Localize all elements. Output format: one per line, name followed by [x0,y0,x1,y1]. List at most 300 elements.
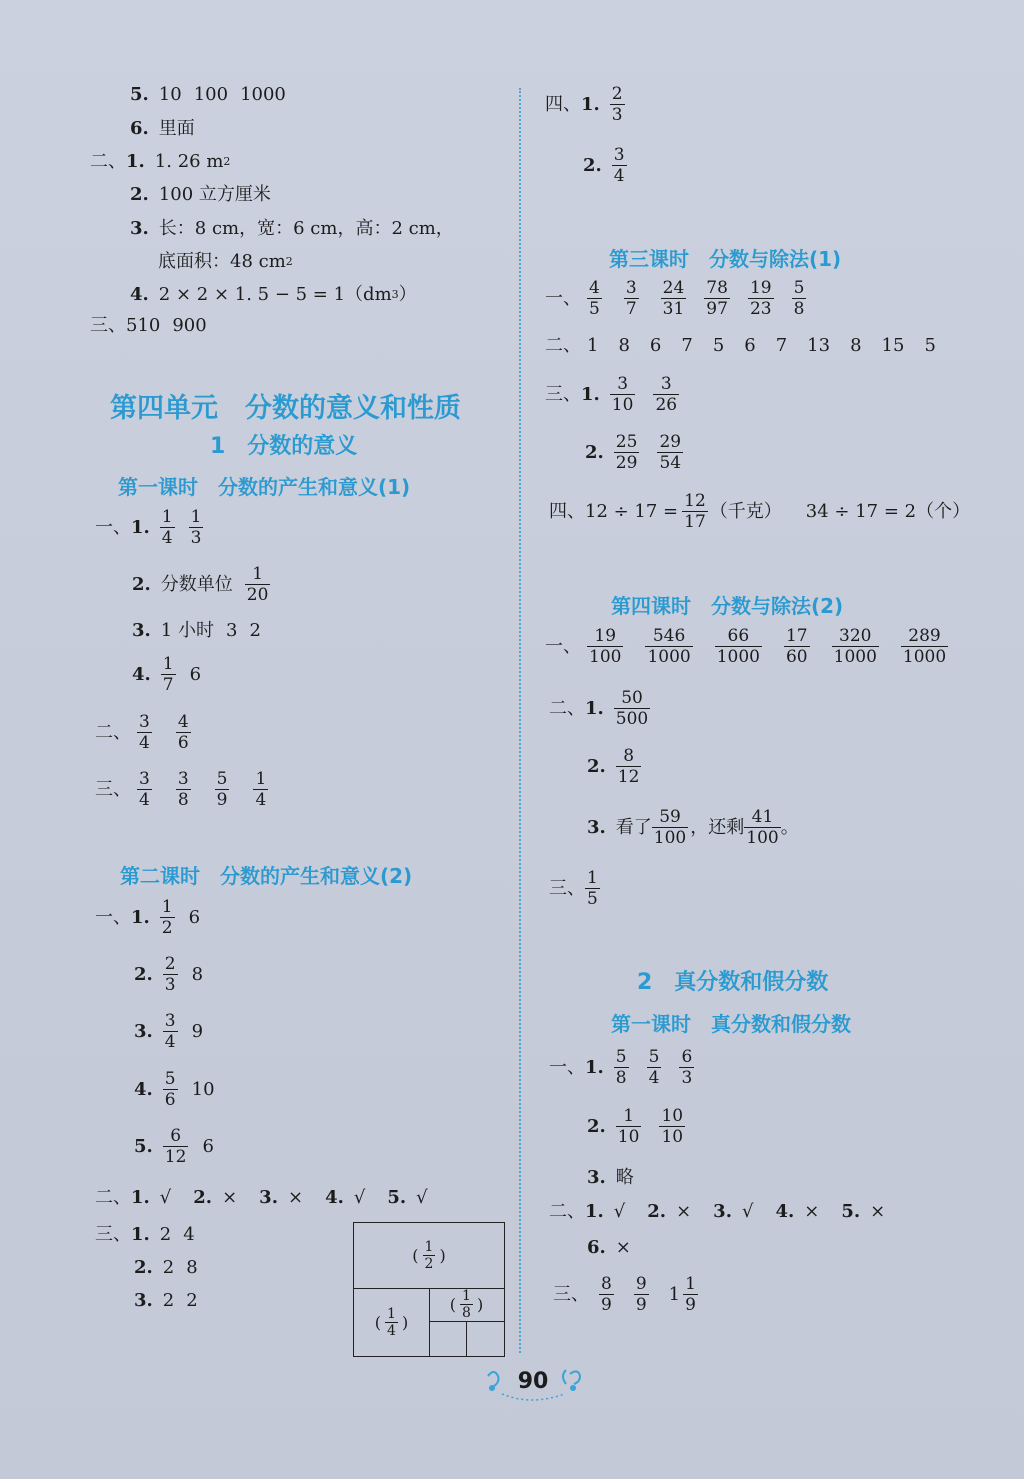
item-number: 2. [134,1257,153,1278]
denominator: 4 [387,1322,396,1339]
answer-value: 2 × 2 × 1. 5 − 5 = 1（dm [158,284,392,305]
item-number: 2. [585,441,604,463]
fraction [748,278,774,319]
answer-line [134,954,203,995]
fraction [423,1239,436,1272]
numerator: 1 [162,654,174,674]
denominator: 20 [246,585,269,605]
fraction [616,746,642,787]
item-number: 4. [325,1187,344,1208]
denominator: 4 [161,528,173,548]
denominator: 17 [684,512,706,532]
fraction [901,626,948,667]
answer-line [545,626,962,667]
judgement-mark: √ [741,1201,754,1222]
answer-value: 底面积：48 cm [158,251,286,272]
fraction [176,769,191,810]
exponent: 3 [391,288,399,301]
numerator: 19 [749,278,772,298]
fraction [599,1274,614,1315]
answer-value: 6 [188,906,201,928]
answer-value: 略 [615,1167,634,1188]
section-marker: 一、 [545,635,581,657]
unit-title: 第四单元 分数的意义和性质 [110,393,461,424]
fraction [163,1126,189,1167]
mixed-number [669,1274,698,1315]
judgement-mark: × [804,1201,820,1222]
bracket: ) [439,1246,446,1265]
answer-value: 长：8 cm，宽：6 cm，高：2 cm， [158,218,454,239]
answer-value: 4 [183,1224,195,1245]
denominator: 9 [601,1295,612,1315]
denominator: 5 [589,299,600,319]
bracket: ( [449,1295,457,1314]
answer-value: 5 [712,335,725,356]
numerator: 3 [139,769,150,789]
denominator: 29 [615,453,638,473]
denominator: 3 [190,528,202,548]
section-marker: 二、 [95,1187,131,1208]
answer-value: 6 [202,1135,214,1157]
answer-line [549,1047,708,1088]
answer-line [549,688,664,729]
section-marker: 三、 [553,1283,589,1305]
denominator: 9 [685,1295,696,1315]
section-marker: 二、 [95,721,131,743]
section-marker: 一、 [95,516,131,538]
section-marker: 二、 [549,697,585,719]
denominator: 2 [161,918,173,938]
numerator: 17 [785,626,808,646]
numerator: 3 [660,374,672,394]
answer-value: 10 [191,1078,215,1100]
answer-value: 8 [618,335,630,356]
whole-part: 1 [668,1283,681,1305]
answer-value: 分数单位 [160,573,233,595]
answer-line [553,1274,712,1315]
answer-line [545,335,948,357]
answer-value: 10 [158,84,182,105]
answer-value: 里面 [158,118,195,139]
item-number: 2. [134,963,153,985]
section-marker: 一、 [95,906,131,928]
denominator: 10 [661,1127,684,1147]
answer-value: 6 [189,663,202,685]
section-marker: 二、 [549,1201,585,1222]
answer-line [95,897,200,938]
fraction [614,1047,629,1088]
numerator: 3 [617,374,629,394]
numerator: 5 [164,1069,176,1089]
answer-value: 100 立方厘米 [158,184,271,205]
numerator: 50 [621,688,643,708]
denominator: 4 [139,790,150,810]
denominator: 10 [611,395,634,415]
fraction [624,278,639,319]
fraction [587,278,602,319]
fraction [610,84,625,125]
answer-value: 100 [193,84,229,105]
denominator: 4 [164,1032,176,1052]
numerator: 1 [685,1274,696,1294]
fraction [245,564,271,605]
answer-value: 13 [807,335,831,356]
fraction [657,432,683,473]
denominator: 1000 [647,647,691,667]
answer-line [132,654,201,695]
fraction [161,654,176,695]
answer-text: ，还剩 [690,816,745,838]
numerator: 320 [839,626,872,646]
fraction [704,278,730,319]
numerator: 24 [662,278,685,298]
answer-value: 8 [850,335,862,356]
fraction [659,1106,685,1147]
answer-line [545,278,820,319]
lesson-title: 第一课时 真分数和假分数 [611,1012,851,1036]
answer-line [583,145,641,186]
numerator: 1 [623,1106,635,1126]
item-number: 1. [126,151,145,172]
numerator: 25 [615,432,638,452]
answer-line [95,712,205,753]
fraction [163,1011,178,1052]
numerator: 1 [161,507,173,527]
item-number: 1. [581,93,600,115]
denominator: 12 [164,1147,187,1167]
section-marker: 二、 [90,151,126,172]
answer-line [545,374,693,415]
answer-line [95,769,282,810]
divider-line [466,1321,467,1356]
item-number: 6. [130,118,149,139]
answer-line [130,218,454,240]
denominator: 8 [462,1305,471,1321]
answer-line [134,1126,214,1167]
answer-value: 1 小时 [160,620,214,641]
answer-line [130,118,195,140]
answer-line [134,1257,210,1279]
answer-line [90,315,219,337]
section-marker: 一、 [545,287,581,309]
answer-value: 8 [191,963,204,985]
item-number: 3. [713,1201,732,1222]
answer-line [130,84,298,106]
answer-line [132,564,284,605]
fraction [176,712,191,753]
answer-text: 。 [780,816,799,838]
answer-value: 3 [225,620,238,641]
fraction [616,1106,642,1147]
numerator: 1 [424,1239,434,1255]
equation: 34 ÷ 17 = 2（个） [805,500,971,522]
item-number: 2. [647,1201,667,1222]
answer-line [545,84,639,125]
item-number: 2. [587,1115,606,1137]
judgement-mark: × [615,1237,631,1258]
denominator: 7 [162,675,174,695]
answer-line [130,184,271,206]
denominator: 3 [164,975,176,995]
fraction [647,1047,662,1088]
numerator: 10 [661,1106,684,1126]
bracket: ) [401,1312,409,1332]
numerator: 4 [177,712,189,732]
judgement-mark: √ [353,1187,366,1208]
judgement-mark: × [676,1201,692,1222]
section-marker: 三、 [90,315,126,336]
fraction [744,807,780,848]
denominator: 4 [139,733,150,753]
numerator: 3 [613,145,625,165]
denominator: 2 [424,1256,434,1272]
answer-value: 6 [649,335,662,356]
denominator: 100 [746,828,779,848]
answer-line [587,1106,699,1147]
item-number: 3. [130,218,149,239]
answer-text: 看了 [615,816,652,838]
answer-line [132,620,273,642]
denominator: 5 [587,889,598,909]
answer-value: 2 [249,620,261,641]
numerator: 66 [727,626,750,646]
item-number: 5. [387,1187,407,1208]
denominator: 97 [706,299,728,319]
answer-value: 510 [126,315,161,336]
answer-line [587,1237,631,1259]
denominator: 9 [635,1295,647,1315]
exponent: 2 [223,155,231,168]
diagram-half-region [354,1223,504,1289]
numerator: 8 [601,1274,612,1294]
numerator: 19 [594,626,617,646]
bracket: ) [476,1295,484,1314]
fraction [715,626,762,667]
denominator: 60 [785,647,808,667]
answer-value: 2 [159,1224,172,1245]
item-number: 5. [841,1201,861,1222]
denominator: 100 [653,828,687,848]
diagram-sixteenth-regions [429,1321,504,1356]
fraction [460,1288,473,1321]
diagram-eighth-region [429,1288,504,1322]
fraction [163,1069,178,1110]
bracket: ( [374,1312,382,1332]
answer-line [158,251,293,273]
lesson-title: 第一课时 分数的产生和意义(1) [118,475,411,499]
fraction [612,145,627,186]
fraction-area-diagram [353,1222,505,1357]
numerator: 6 [681,1047,693,1067]
fraction [784,626,810,667]
answer-value: 9 [191,1020,204,1042]
numerator: 2 [611,84,623,104]
answer-value: 2 [162,1290,175,1311]
denominator: 1000 [833,647,877,667]
numerator: 1 [190,507,202,527]
numerator: 9 [635,1274,647,1294]
numerator: 1 [387,1305,396,1322]
answer-line [134,1290,210,1312]
numerator: 1 [587,868,598,888]
numerator: 6 [170,1126,182,1146]
denominator: 3 [681,1068,693,1088]
section-marker: 四、 [545,93,581,115]
numerator: 2 [164,954,176,974]
fraction [679,1047,694,1088]
denominator: 3 [611,105,623,125]
answer-value: 1 [587,335,599,356]
item-number: 3. [259,1187,278,1208]
numerator: 12 [684,491,706,511]
answer-line [134,1011,203,1052]
judgement-mark: √ [159,1187,172,1208]
numerator: 41 [751,807,774,827]
answer-value: 2 [186,1290,198,1311]
section-title: 2 真分数和假分数 [637,970,829,995]
answer-value: 7 [775,335,788,356]
item-number: 2. [587,755,606,777]
fraction [645,626,692,667]
denominator: 1000 [716,647,760,667]
section-marker: 三、 [545,383,581,405]
answer-line [95,507,217,548]
denominator: 500 [615,709,649,729]
answer-line [95,1187,440,1209]
denominator: 4 [648,1068,660,1088]
numerator: 78 [706,278,728,298]
lesson-title: 第二课时 分数的产生和意义(2) [120,864,413,888]
section-marker: 三、 [95,1224,131,1245]
lesson-title: 第三课时 分数与除法(1) [609,247,842,271]
denominator: 4 [255,790,267,810]
item-number: 1. [131,906,150,928]
answer-value: 1. 26 m [154,151,224,172]
answer-line [134,1069,215,1110]
item-number: 1. [585,1056,604,1078]
fraction [832,626,879,667]
judgement-mark: × [222,1187,238,1208]
answer-value: 15 [881,335,905,356]
answer-line [587,746,655,787]
item-number: 2. [583,154,602,176]
numerator: 1 [462,1288,471,1304]
item-number: 2. [130,184,149,205]
item-number: 1. [585,1201,604,1222]
denominator: 6 [177,733,189,753]
judgement-mark: × [870,1201,886,1222]
denominator: 23 [749,299,772,319]
fraction [614,688,650,729]
numerator: 8 [623,746,635,766]
denominator: 54 [659,453,682,473]
numerator: 1 [161,897,173,917]
denominator: 26 [655,395,678,415]
item-number: 5. [130,84,149,105]
item-number: 1. [131,516,150,538]
answer-line [95,1224,207,1246]
answer-line [587,807,799,848]
column-divider [519,88,521,1353]
numerator: 3 [164,1011,176,1031]
fraction [137,769,152,810]
fraction [160,897,175,938]
numerator: 29 [659,432,682,452]
answer-line [587,1167,634,1189]
numerator: 1 [252,564,264,584]
answer-line [549,491,970,532]
fraction [682,491,708,532]
item-number: 1. [131,1187,150,1208]
numerator: 3 [625,278,637,298]
item-number: 1. [585,697,604,719]
bracket: ( [412,1246,419,1265]
fraction [585,868,600,909]
item-number: 3. [132,620,151,641]
numerator: 4 [589,278,600,298]
answer-line [130,284,417,306]
item-number: 3. [134,1290,153,1311]
fraction [614,432,640,473]
judgement-mark: √ [416,1187,428,1208]
item-number: 4. [132,663,151,685]
section-marker: 三、 [549,877,585,899]
denominator: 12 [617,767,640,787]
item-number: 1. [581,383,600,405]
section-marker: 四、 [549,500,585,522]
fraction [160,507,175,548]
answer-value: 5 [924,335,936,356]
fraction [215,769,230,810]
item-number: 3. [134,1020,153,1042]
diagram-quarter-region [354,1288,430,1356]
numerator: 5 [216,769,228,789]
answer-value: 7 [681,335,693,356]
denominator: 6 [164,1090,176,1110]
item-number: 4. [130,284,149,305]
answer-value: 900 [172,315,207,336]
page-number-ornament [478,1356,588,1406]
numerator: 5 [648,1047,660,1067]
page-number-badge [478,1356,588,1406]
numerator: 3 [139,712,150,732]
item-number: 4. [134,1078,153,1100]
fraction [683,1274,698,1315]
fraction [634,1274,649,1315]
denominator: 7 [625,299,637,319]
denominator: 4 [613,166,625,186]
numerator: 1 [255,769,267,789]
denominator: 8 [615,1068,627,1088]
section-marker: 三、 [95,778,131,800]
fraction [652,807,688,848]
denominator: 8 [177,790,189,810]
answer-line [549,868,614,909]
denominator: 9 [216,790,228,810]
answer-line [549,1201,897,1223]
item-number: 5. [134,1135,153,1157]
equation: 12 ÷ 17 = [585,500,679,522]
fraction [137,712,152,753]
fraction [163,954,178,995]
denominator: 100 [589,647,622,667]
fraction [253,769,268,810]
section-marker: 一、 [549,1056,585,1078]
numerator: 59 [659,807,681,827]
fraction [189,507,204,548]
numerator: 289 [908,626,941,646]
denominator: 31 [662,299,685,319]
